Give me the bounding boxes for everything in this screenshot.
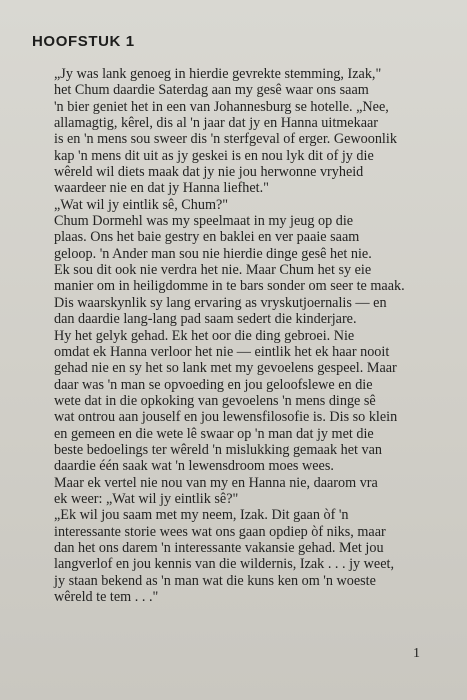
text-line: jy staan bekend as 'n man wat die kuns ken om 'n woeste [54,572,376,589]
text-line: het Chum daardie Saterdag aan my gesê waar ons saam [54,82,369,99]
text-line: interessante storie wees wat ons gaan opdiep òf niks, maar [54,523,386,540]
text-line: geloop. 'n Ander man sou nie hierdie dinge gesê het nie. [54,245,372,262]
text-line: en gemeen en die wete lê swaar op 'n man dat jy met die [54,425,374,442]
paragraph [30,475,435,508]
text-line: Chum Dormehl was my speelmaat in my jeug op die [54,213,354,230]
text-line: 'n bier geniet het in een van Johannesburg se hotelle. „Nee, [54,98,389,115]
chapter-heading: HOOFSTUK 1 [32,33,135,50]
text-line: gehad nie en sy het so lank met my gevoelens gespeel. Maar [54,360,397,377]
text-line: allamagtig, kêrel, dis al 'n jaar dat jy en Hanna uitmekaar [54,115,379,132]
chapter-body [30,66,435,605]
text-line: dan het ons darem 'n interessante vakansie gehad. Met jou [54,539,384,556]
text-line: omdat ek Hanna verloor het nie — eintlik het ek haar nooit [54,343,390,360]
paragraph [30,328,435,475]
text-line: waardeer nie en dat jy Hanna liefhet." [54,180,269,197]
text-line: Maar ek vertel nie nou van my en Hanna nie, daarom vra [54,474,378,491]
text-line: ek weer: „Wat wil jy eintlik sê?" [54,490,239,507]
text-line: daar was 'n man se opvoeding en jou geloofslewe en die [54,376,373,393]
text-line: langverlof en jou kennis van die wildernis, Izak . . . jy weet, [54,556,395,573]
text-line: wat ontrou aan jouself en jou lewensfilosofie is. Dis so klein [54,409,398,426]
text-line: Ek sou dit ook nie verdra het nie. Maar Chum het sy eie [54,262,372,279]
text-line: wêreld wil diets maak dat jy nie jou herwonne vryheid [54,164,364,181]
text-line: „Wat wil jy eintlik sê, Chum?" [54,196,229,213]
text-line: „Ek wil jou saam met my neem, Izak. Dit gaan òf 'n [54,507,349,524]
paragraph [30,197,435,213]
text-line: daardie één saak wat 'n lewensdroom moes wees. [54,458,334,475]
page-number: 1 [413,646,420,661]
text-line: is en 'n mens sou sweer dis 'n sterfgeval of erger. Gewoonlik [54,131,397,148]
text-line: beste bedoelings ter wêreld 'n mislukking gemaak het van [54,441,382,458]
text-line: dan daardie lang-lang pad saam sedert die kinderjare. [54,311,357,328]
text-line: kap 'n mens dit uit as jy geskei is en nou lyk dit of jy die [54,147,374,164]
paragraph [30,507,435,605]
text-line: „Jy was lank genoeg in hierdie gevrekte stemming, Izak," [54,66,382,82]
text-line: Hy het gelyk gehad. Ek het oor die ding gebroei. Nie [54,327,355,344]
text-line: manier om in heiligdomme in te bars sonder om seer te maak. [54,278,405,295]
text-line: plaas. Ons het baie gestry en baklei en ver paaie saam [54,229,360,246]
text-line: wete dat in die opkoking van gevoelens 'n mens dinge sê [54,392,376,409]
text-line: wêreld te tem . . ." [54,589,159,605]
text-line: Dis waarskynlik sy lang ervaring as vryskutjoernalis — en [54,294,387,311]
paragraph [30,213,435,327]
paragraph [30,66,435,197]
